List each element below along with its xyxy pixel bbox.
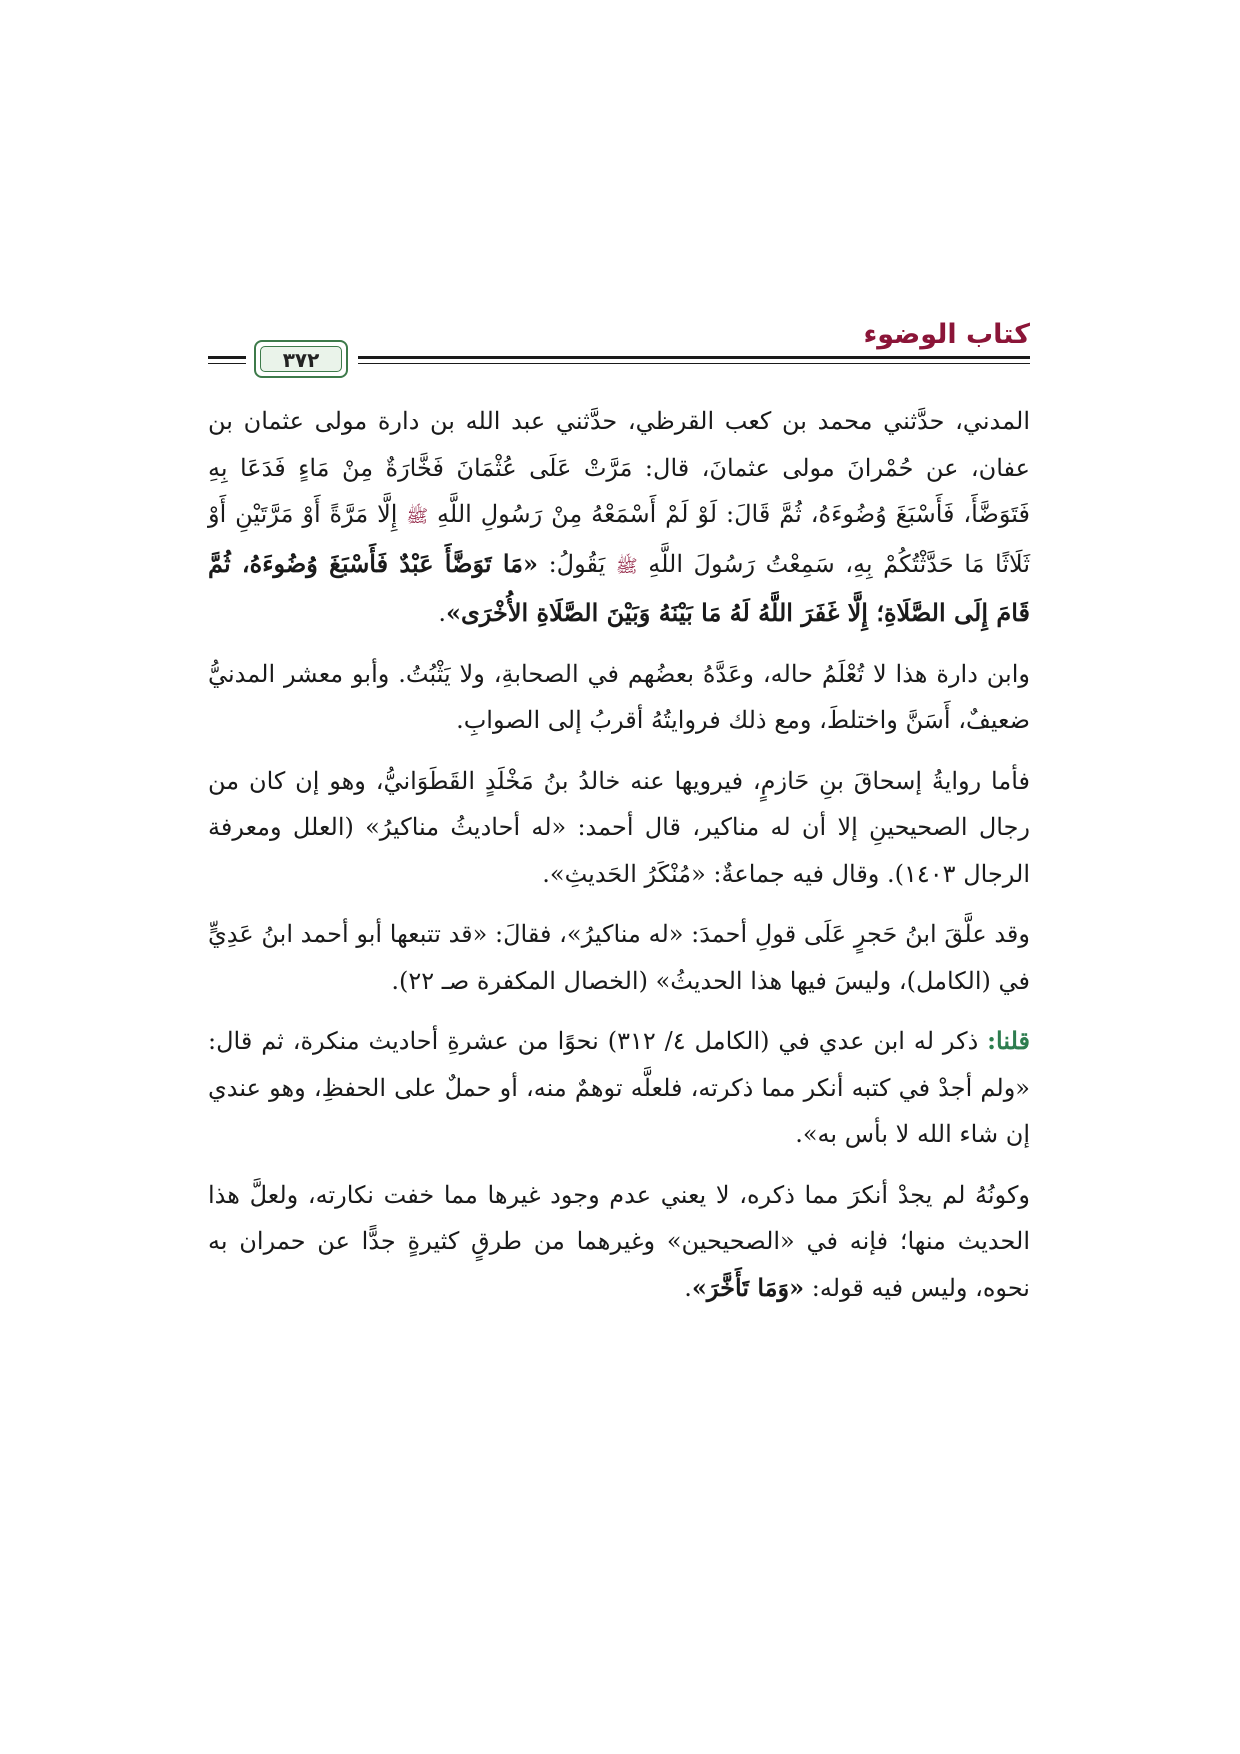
quoted-phrase: «وَمَا تَأَخَّرَ»	[691, 1272, 805, 1302]
header-rule-thick	[358, 356, 1030, 359]
paragraph-1-text-a: المدني، حدَّثني محمد بن كعب القرظي، حدَّثني عبد الله بن دارة مولى عثمان بن عفان، عن حُمْرانَ مولى عثمانَ، قال: مَرَّتْ عَلَى عُثْمَانَ فَخَّارَةٌ مِنْ مَاءٍ فَدَعَا بِهِ فَتَوَضَّأَ، فَأَسْبَغَ وُضُوءَهُ، ثُمَّ قَالَ: لَوْ لَمْ أَسْمَعْهُ مِنْ رَسُولِ اللَّهِ	[208, 407, 1030, 528]
paragraph-6-end: .	[684, 1273, 692, 1302]
paragraph-1-end: .	[438, 599, 446, 627]
salawat-symbol: ﷺ	[615, 555, 638, 577]
page-header	[208, 318, 1030, 378]
paragraph-3: فأما روايةُ إسحاقَ بنِ حَازمٍ، فيرويها عنه خالدُ بنُ مَخْلَدٍ القَطَوَانيُّ، وهو إن كان من رجال الصحيحينِ إلا أن له مناكير، قال أحمد: «له أحاديثُ مناكيرُ» (العلل ومعرفة الرجال ١٤٠٣). وقال فيه جماعةٌ: «مُنْكَرُ الحَديثِ».	[208, 766, 1030, 888]
paragraph-5	[208, 1018, 1030, 1158]
paragraph-6-text: وكونُهُ لم يجدْ أنكرَ مما ذكره، لا يعني عدم وجود غيرها مما خفت نكارته، ولعلَّ هذا الحديث منها؛ فإنه في «الصحيحين» وغيرهما من طرقٍ كثيرةٍ جدًّا عن حمران به نحوه، وليس فيه قوله:	[208, 1180, 1030, 1302]
paragraph-6	[208, 1172, 1030, 1312]
page-body	[208, 398, 1030, 1325]
book-title: كتاب الوضوء	[863, 319, 1030, 350]
header-rule-left-thick	[208, 356, 246, 359]
page-number: ٣٧٢	[260, 346, 342, 372]
paragraph-1-text-b: إِلَّا مَرَّةً أَوْ مَرَّتَيْنِ أَوْ ثَلَاثًا مَا حَدَّثْتُكُمْ بِهِ، سَمِعْتُ رَسُولَ اللَّهِ	[208, 500, 1030, 578]
paragraph-2: وابن دارة هذا لا تُعْلَمُ حاله، وعَدَّهُ بعضُهم في الصحابةِ، ولا يَثْبُتُ. وأبو معشر المدنيُّ ضعيفٌ، أَسَنَّ واختلطَ، ومع ذلك فروايتُهُ أقربُ إلى الصوابِ.	[208, 659, 1030, 734]
header-rule-left-thin	[208, 363, 246, 364]
hadith-text: «مَا تَوَضَّأَ عَبْدٌ فَأَسْبَغَ وُضُوءَهُ، ثُمَّ قَامَ إِلَى الصَّلَاةِ؛ إِلَّا غَفَرَ اللَّهُ لَهُ مَا بَيْنَهُ وَبَيْنَ الصَّلَاةِ الأُخْرَى»	[208, 548, 1030, 627]
header-rule-thin	[358, 363, 1030, 364]
salawat-symbol: ﷺ	[406, 506, 429, 527]
paragraph-5-text: ذكر له ابن عدي في (الكامل ٤/ ٣١٢) نحوًا من عشرةِ أحاديث منكرة، ثم قال: «ولم أجدْ في كتبه أنكر مما ذكرته، فلعلَّه توهمٌ منه، أو حملٌ على الحفظِ، وهو عندي إن شاء الله لا بأس به».	[208, 1027, 1030, 1148]
paragraph-1-text-c: يَقُولُ:	[548, 549, 606, 578]
paragraph-4: وقد علَّقَ ابنُ حَجرٍ عَلَى قولِ أحمدَ: «له مناكيرُ»، فقالَ: «قد تتبعها أبو أحمد ابنُ عَدِيٍّ في (الكامل)، وليسَ فيها هذا الحديثُ» (الخصال المكفرة صـ ٢٢).	[208, 920, 1030, 995]
paragraph-1	[208, 398, 1030, 637]
page-number-frame	[254, 340, 348, 378]
qulna-label: قلنا:	[987, 1026, 1030, 1055]
